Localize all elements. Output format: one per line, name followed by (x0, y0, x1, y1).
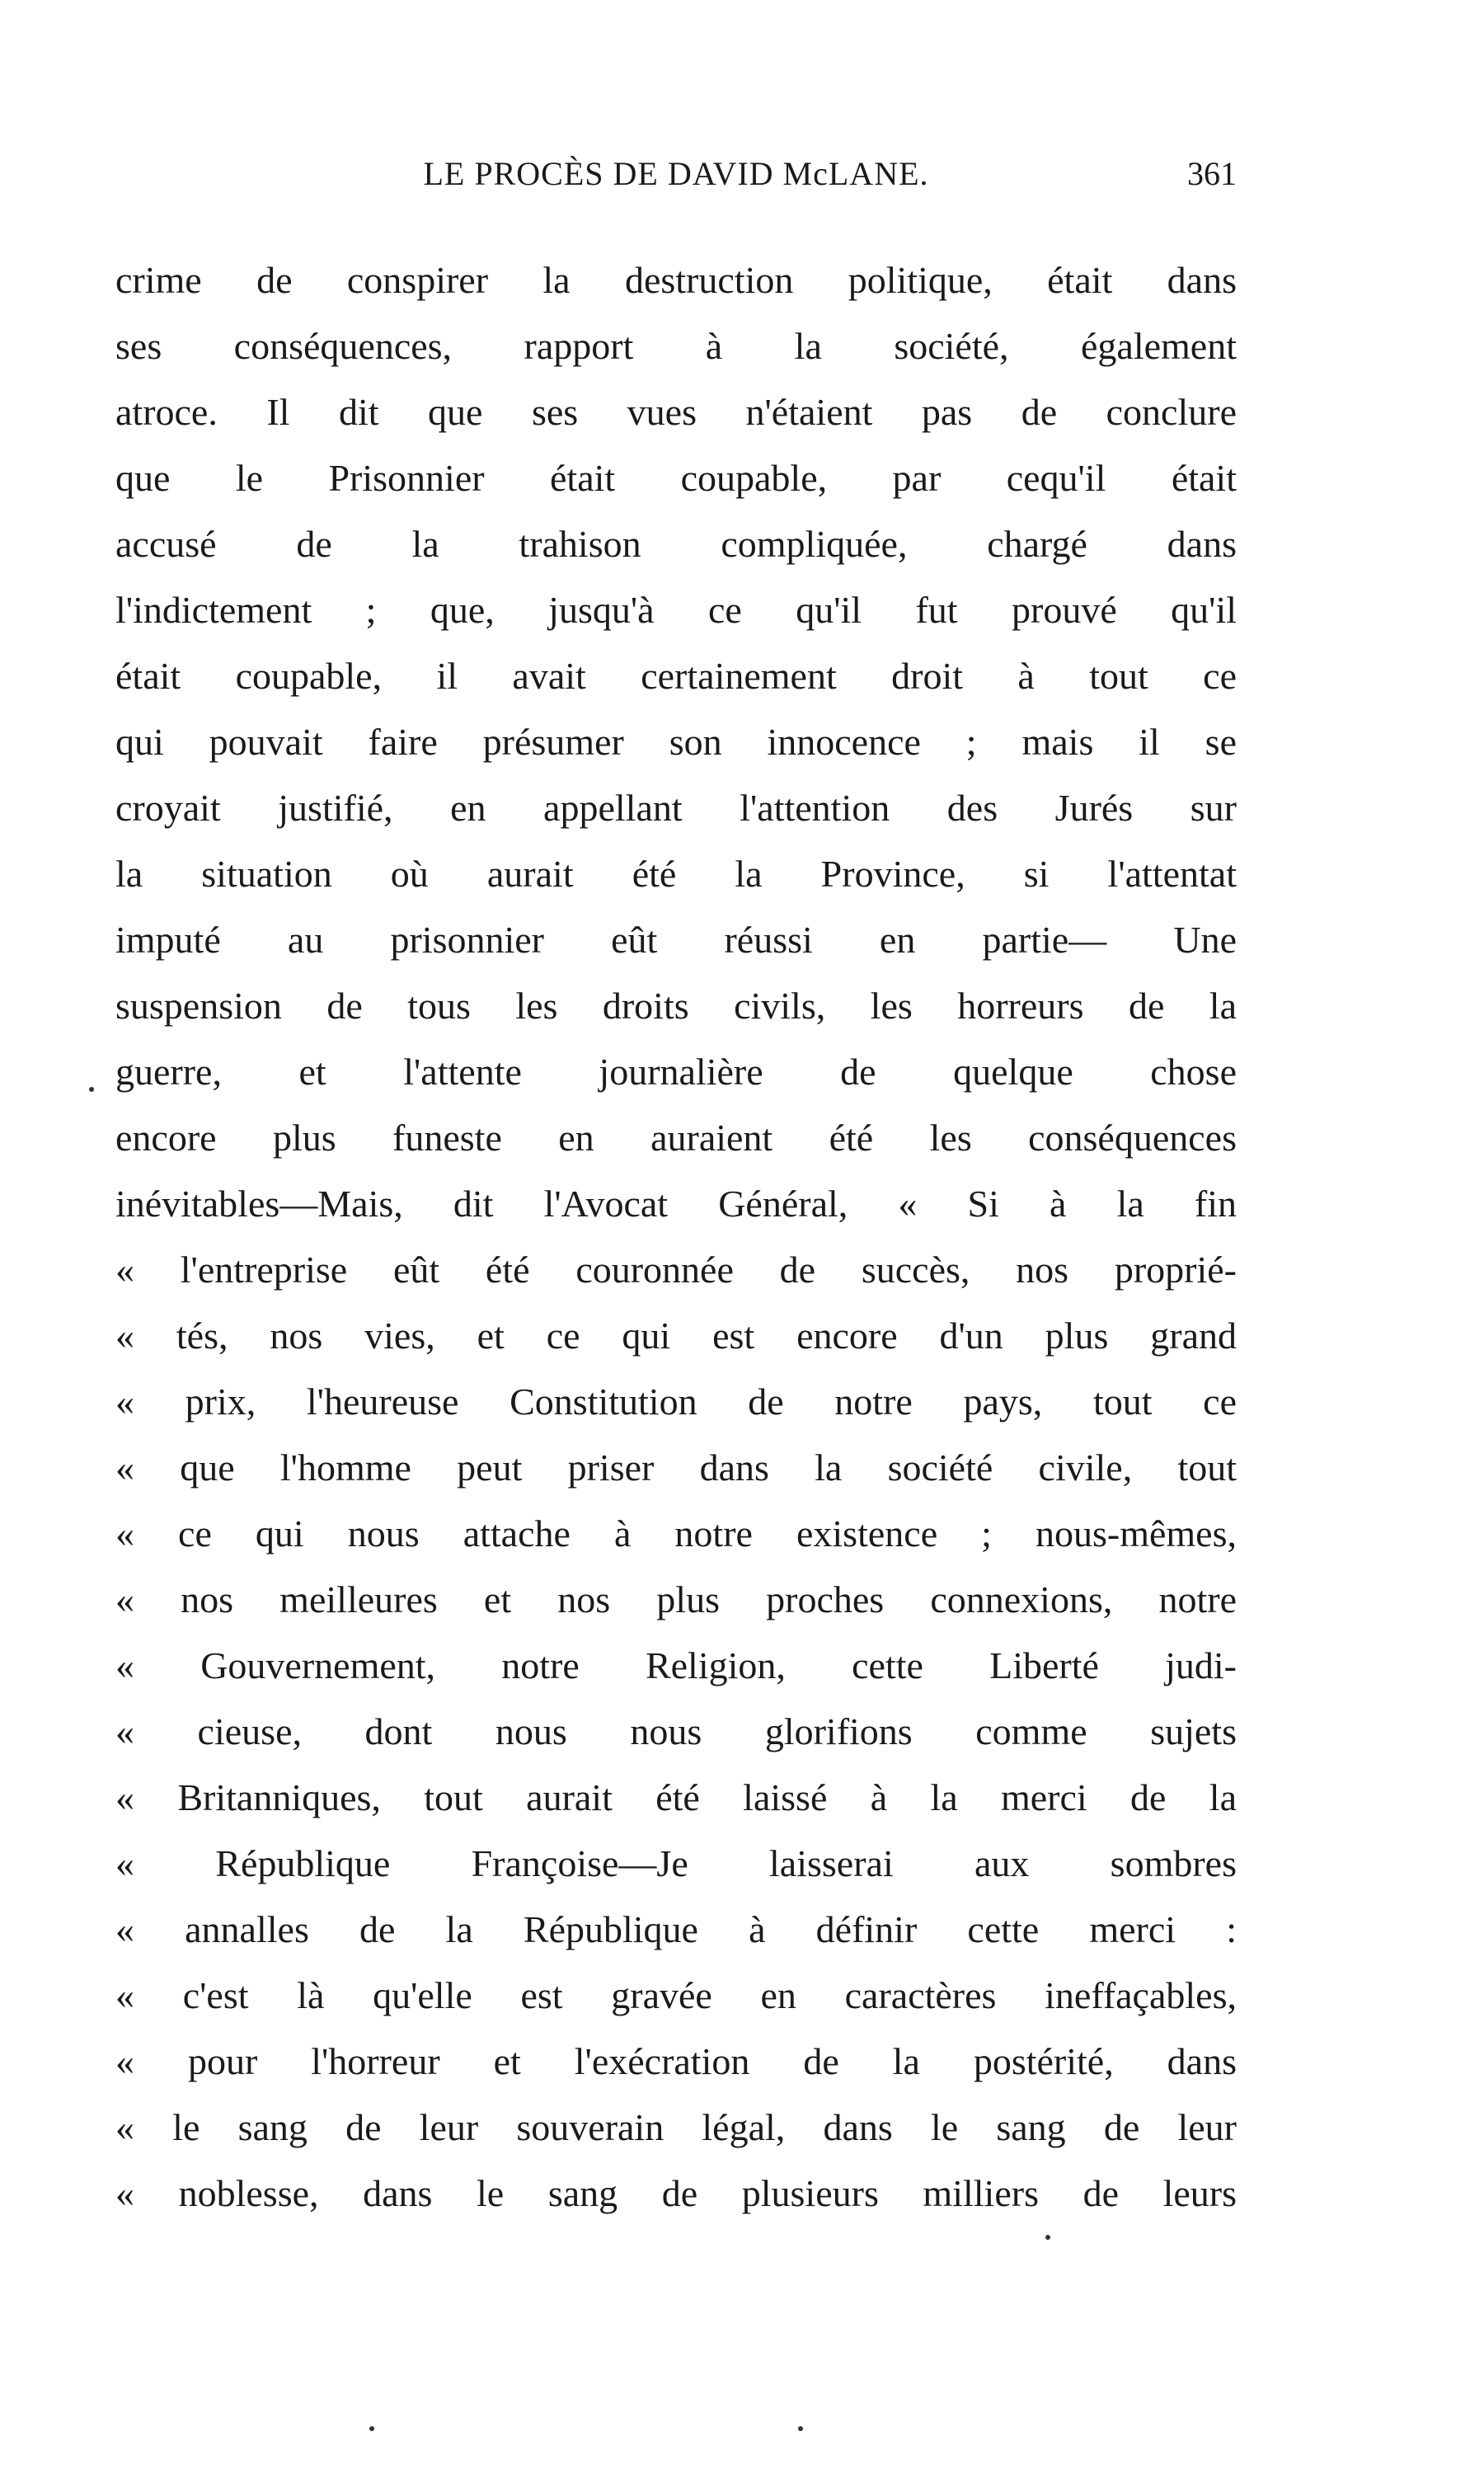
body-text (115, 247, 1237, 2227)
text-line: crime de conspirer la destruction politique, était dans (115, 259, 1237, 301)
text-line: « le sang de leur souverain légal, dans le sang de leur (115, 2106, 1237, 2148)
text-line: « cieuse, dont nous nous glorifions comme sujets (115, 1710, 1237, 1752)
text-line: « que l'homme peut priser dans la société civile, tout (115, 1446, 1237, 1489)
ink-speck (369, 2426, 374, 2431)
text-line: « Britanniques, tout aurait été laissé à la merci de la (115, 1776, 1237, 1818)
text-line: « l'entreprise eût été couronnée de succès, nos proprié- (115, 1249, 1237, 1291)
text-line: « ce qui nous attache à notre existence ; nous-mêmes, (115, 1512, 1237, 1554)
text-line: guerre, et l'attente journalière de quelque chose (115, 1051, 1237, 1093)
text-line: accusé de la trahison compliquée, chargé dans (115, 523, 1237, 565)
ink-speck (1045, 2235, 1050, 2240)
text-line: « pour l'horreur et l'exécration de la postérité, dans (115, 2040, 1237, 2082)
ink-speck (89, 1087, 94, 1092)
running-title: LE PROCÈS DE DAVID McLANE. (423, 155, 929, 192)
text-line: « prix, l'heureuse Constitution de notre pays, tout ce (115, 1380, 1237, 1423)
text-line: encore plus funeste en auraient été les conséquences (115, 1117, 1237, 1159)
text-line: « tés, nos vies, et ce qui est encore d'un plus grand (115, 1315, 1237, 1357)
text-line: « annalles de la République à définir cette merci : (115, 1908, 1237, 1950)
text-line: que le Prisonnier était coupable, par cequ'il était (115, 457, 1237, 499)
text-line: ses conséquences, rapport à la société, également (115, 325, 1237, 367)
text-line: la situation où aurait été la Province, si l'attentat (115, 853, 1237, 895)
ink-speck (798, 2426, 803, 2431)
text-line: était coupable, il avait certainement droit à tout ce (115, 655, 1237, 697)
text-line: inévitables—Mais, dit l'Avocat Général, « Si à la fin (115, 1183, 1237, 1225)
text-line: l'indictement ; que, jusqu'à ce qu'il fut prouvé qu'il (115, 589, 1237, 631)
running-head (115, 153, 1237, 195)
text-line: « c'est là qu'elle est gravée en caractères ineffaçables, (115, 1974, 1237, 2016)
text-line: qui pouvait faire présumer son innocence ; mais il se (115, 721, 1237, 763)
text-line: atroce. Il dit que ses vues n'étaient pas de conclure (115, 391, 1237, 433)
text-line: croyait justifié, en appellant l'attention des Jurés sur (115, 787, 1237, 829)
page-number: 361 (1187, 155, 1237, 192)
text-line: « nos meilleures et nos plus proches connexions, notre (115, 1578, 1237, 1620)
text-line: suspension de tous les droits civils, les horreurs de la (115, 985, 1237, 1027)
text-line: imputé au prisonnier eût réussi en partie— Une (115, 919, 1237, 961)
text-line: « Gouvernement, notre Religion, cette Liberté judi- (115, 1644, 1237, 1686)
text-line: « noblesse, dans le sang de plusieurs milliers de leurs (115, 2172, 1237, 2214)
text-line: « République Françoise—Je laisserai aux sombres (115, 1842, 1237, 1884)
